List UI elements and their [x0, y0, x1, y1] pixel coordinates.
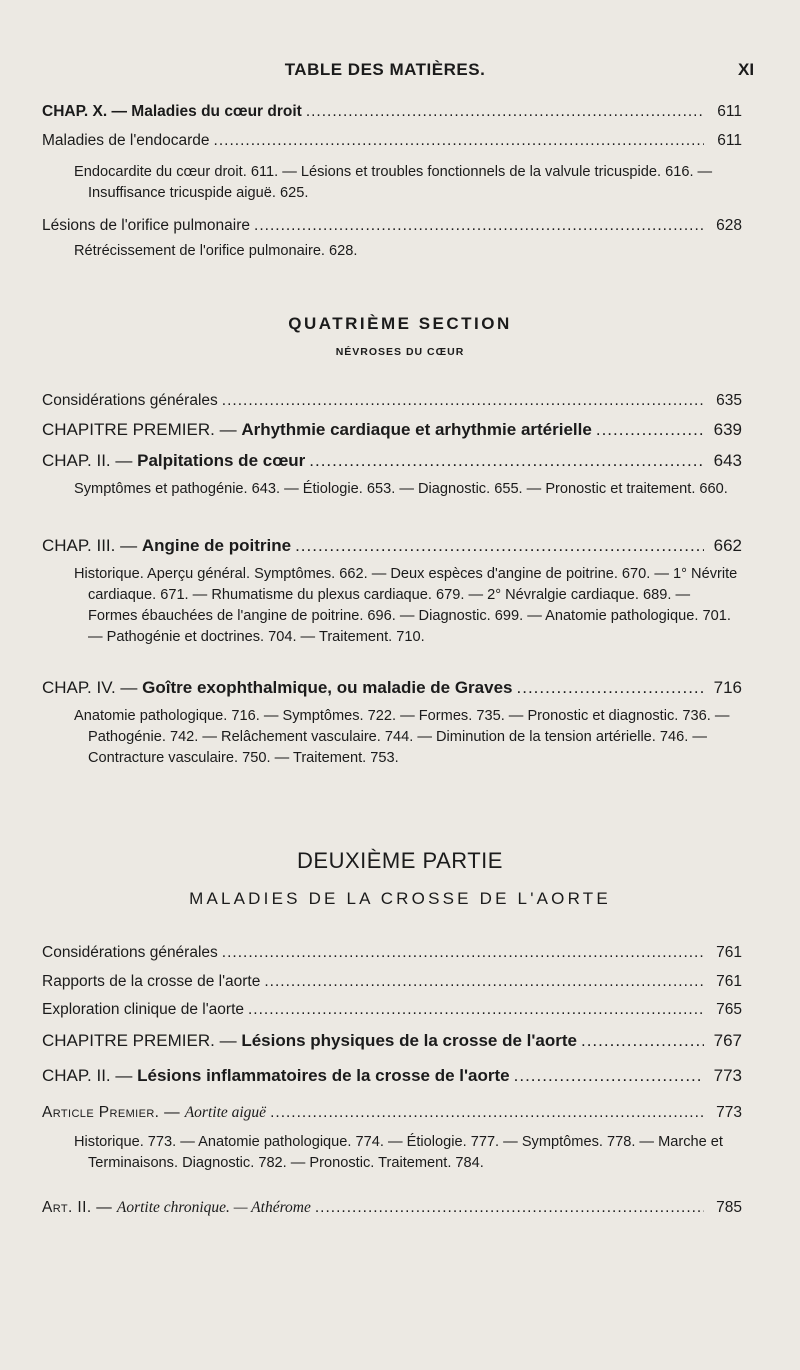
toc-label: Considérations générales [42, 392, 218, 409]
toc-page-number: 611 [717, 132, 742, 149]
toc-label: Rapports de la crosse de l'aorte [42, 973, 261, 990]
dot-leader [264, 973, 704, 991]
toc-subentries: Endocardite du cœur droit. 611. — Lésions et troubles fonctionnels de la valvule tricuspide. 616. — Insuffisance tricuspide aiguë. 625. [74, 164, 713, 201]
toc-entry-art-ii [42, 1199, 742, 1217]
toc-page-number: 773 [713, 1066, 742, 1085]
toc-page-number: 761 [716, 944, 742, 961]
toc-entry-chap-ii-aorte [42, 1066, 742, 1086]
dot-leader [581, 1031, 704, 1051]
toc-page-number: 765 [716, 1001, 742, 1018]
toc-page-number: 635 [716, 392, 742, 409]
toc-subentries: Historique. 773. — Anatomie pathologique. 774. — Étiologie. 777. — Symptômes. 778. — Marche et Terminaisons. Diagnostic. 782. — Pronostic. Traitement. 784. [74, 1134, 723, 1171]
toc-entry-chap-ii [42, 451, 742, 471]
toc-entry-endocarde [42, 132, 742, 150]
toc-page-number: 773 [716, 1104, 742, 1121]
toc-page-number: 611 [717, 103, 742, 120]
toc-subentries: Historique. Aperçu général. Symptômes. 662. — Deux espèces d'angine de poitrine. 670. — 1° Névrite cardiaque. 671. — Rhumatisme du plexus cardiaque. 679. — 2° Névralgie cardiaque. 689. — Formes ébauchées de l'angine de poitrine. 696. — Diagnostic. 699. — Anatomie pathologique. 701. — Pathogénie et doctrines. 704. — Traitement. 710. [74, 566, 738, 645]
dot-leader [270, 1104, 704, 1122]
toc-entry-considerations-aorte [42, 944, 742, 962]
toc-entry-considerations [42, 392, 742, 410]
toc-label: Exploration clinique de l'aorte [42, 1001, 244, 1018]
page-header [0, 60, 800, 84]
section-subtitle: NÉVROSES DU CŒUR [335, 346, 465, 358]
toc-page-number: 716 [713, 678, 742, 697]
toc-subentries: Rétrécissement de l'orifice pulmonaire. 628. [74, 243, 358, 259]
toc-label: CHAPITRE PREMIER. — Lésions physiques de la crosse de l'aorte [42, 1031, 577, 1050]
running-title: TABLE DES MATIÈRES. [284, 60, 486, 79]
toc-page-number: 643 [713, 451, 742, 470]
toc-entry-article-premier [42, 1104, 742, 1122]
part-subtitle: MALADIES DE LA CROSSE DE L'AORTE [189, 889, 611, 908]
dot-leader [596, 420, 704, 440]
toc-subentries: Anatomie pathologique. 716. — Symptômes. 722. — Formes. 735. — Pronostic et diagnostic. 736. — Pathogénie. 742. — Relâchement vasculaire. 744. — Diminution de la tension artérielle. 746. — Contracture vasculaire. 750. — Traitement. 753. [74, 708, 730, 766]
dot-leader [214, 132, 704, 150]
dot-leader [222, 944, 704, 962]
toc-page-number: 639 [713, 420, 742, 439]
toc-entry-orifice-pulmonaire [42, 217, 742, 235]
toc-entry-chap-iii [42, 536, 742, 556]
toc-entry-chapitre-premier [42, 420, 742, 440]
dot-leader [222, 392, 704, 410]
toc-label: CHAP. III. — Angine de poitrine [42, 536, 292, 555]
dot-leader [309, 451, 704, 471]
dot-leader [517, 678, 705, 698]
dot-leader [295, 536, 704, 556]
toc-entry-chap-x [42, 103, 742, 121]
toc-page-number: 628 [716, 217, 742, 234]
toc-label: Maladies de l'endocarde [42, 132, 210, 149]
toc-subentries: Symptômes et pathogénie. 643. — Étiologie. 653. — Diagnostic. 655. — Pronostic et traitement. 660. [74, 481, 728, 497]
toc-entry-chapitre-premier-aorte [42, 1031, 742, 1051]
dot-leader [514, 1066, 704, 1086]
dot-leader [254, 217, 704, 235]
toc-page-number: 662 [713, 536, 742, 555]
dot-leader [306, 103, 704, 121]
toc-label: CHAP. II. — Lésions inflammatoires de la crosse de l'aorte [42, 1066, 510, 1085]
toc-page-number: 761 [716, 973, 742, 990]
toc-label: CHAP. II. — Palpitations de cœur [42, 451, 306, 470]
toc-label: CHAPITRE PREMIER. — Arhythmie cardiaque et arhythmie artérielle [42, 420, 592, 439]
toc-entry-rapports [42, 973, 742, 991]
toc-page-number: 785 [716, 1199, 742, 1216]
toc-page-number: 767 [713, 1031, 742, 1050]
toc-label: Article Premier. — Aortite aiguë [42, 1104, 267, 1121]
toc-label: Considérations générales [42, 944, 218, 961]
dot-leader [315, 1199, 704, 1217]
toc-entry-chap-iv [42, 678, 742, 698]
toc-label: CHAP. X. — Maladies du cœur droit [42, 103, 302, 120]
toc-label: CHAP. IV. — Goître exophthalmique, ou maladie de Graves [42, 678, 513, 697]
toc-entry-exploration [42, 1001, 742, 1019]
roman-page-number: XI [738, 60, 755, 79]
toc-label: Art. II. — Aortite chronique. — Athérome [42, 1199, 311, 1216]
dot-leader [248, 1001, 704, 1019]
section-title: QUATRIÈME SECTION [288, 314, 512, 333]
toc-label: Lésions de l'orifice pulmonaire [42, 217, 251, 234]
part-title: DEUXIÈME PARTIE [297, 848, 503, 873]
